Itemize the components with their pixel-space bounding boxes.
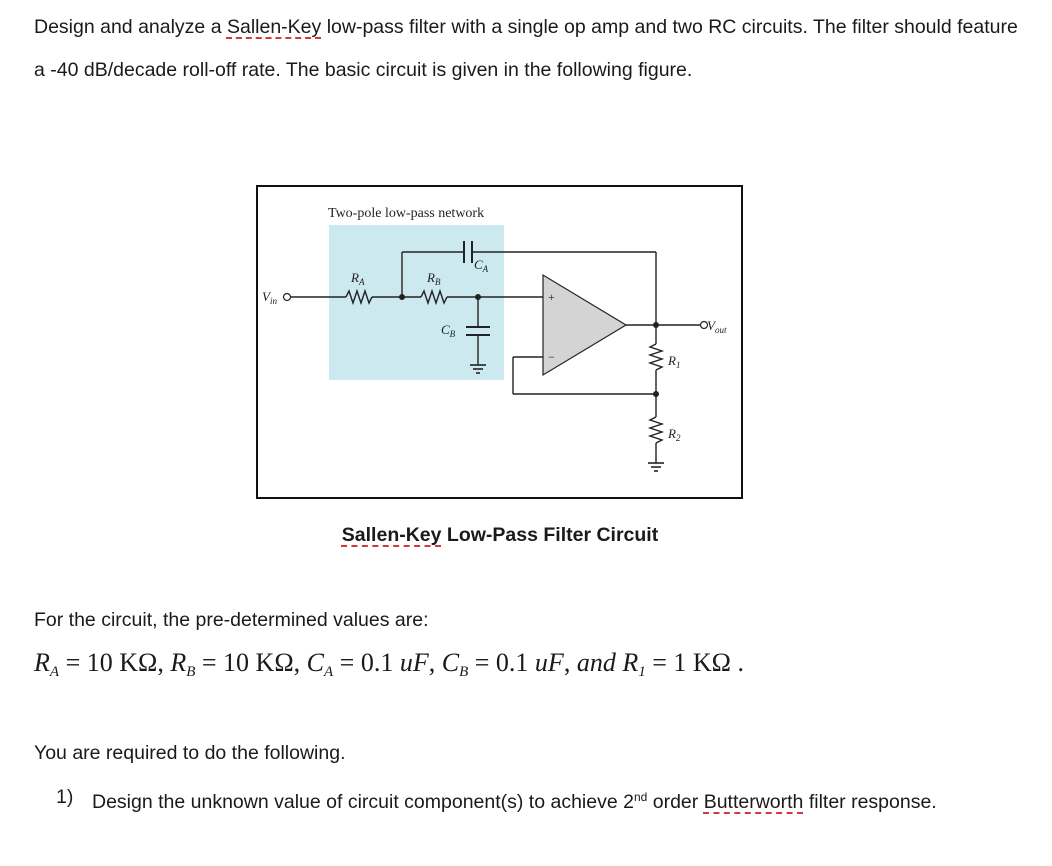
- ground-symbol-r2: [648, 463, 664, 471]
- r1-resistor: [650, 344, 662, 370]
- ca-label: $C_A$: [474, 257, 489, 274]
- vin-terminal: [284, 294, 291, 301]
- intro-sallen-key-word: Sallen-Key: [226, 16, 322, 38]
- intro-paragraph: [34, 6, 1024, 92]
- op-amp-plus-sign: +: [548, 290, 555, 304]
- circuit-diagram: [258, 187, 745, 501]
- junction-node: [653, 391, 659, 397]
- junction-node: [475, 294, 481, 300]
- circuit-figure: [256, 185, 743, 499]
- r2-label: $R_2$: [668, 426, 681, 443]
- network-label: Two-pole low-pass network: [328, 206, 485, 221]
- component-values-equation: $R_A = 10$ KΩ, $R_B = 10$ KΩ, $C_A = 0.1$ uF, $C_B = 0.1$ uF, and $R_1 = 1$ KΩ .: [34, 648, 744, 680]
- intro-text-2: low-pass filter with a single op amp and two RC circuits. The filter should feature a -40 dB/decade roll-off rate. The basic circuit is given in the following figure.: [34, 16, 1018, 81]
- op-amp-symbol: [543, 275, 626, 375]
- r1-label: $R_1$: [668, 353, 681, 370]
- rb-label: $R_B$: [427, 270, 441, 287]
- ra-label: $R_A$: [351, 270, 365, 287]
- intro-text-1: Design and analyze a: [34, 16, 227, 38]
- caption-sallen-key-word: Sallen-Key: [341, 524, 442, 546]
- vout-label: $V_{out}$: [707, 318, 727, 335]
- list-item-number: 1): [56, 786, 74, 808]
- caption-text: Low-Pass Filter Circuit: [441, 524, 659, 546]
- r2-resistor: [650, 417, 662, 443]
- op-amp-minus-sign: −: [548, 350, 555, 364]
- junction-node: [653, 322, 659, 328]
- junction-node: [399, 294, 405, 300]
- task-intro: You are required to do the following.: [34, 742, 346, 764]
- list-item-text: Design the unknown value of circuit component(s) to achieve 2nd order Butterworth filter response.: [92, 790, 937, 813]
- butterworth-word: Butterworth: [703, 791, 804, 813]
- values-intro: For the circuit, the pre-determined values are:: [34, 609, 429, 631]
- figure-caption: [0, 524, 1000, 547]
- cb-label: $C_B$: [441, 322, 456, 339]
- vin-label: $V_{in}$: [262, 289, 277, 306]
